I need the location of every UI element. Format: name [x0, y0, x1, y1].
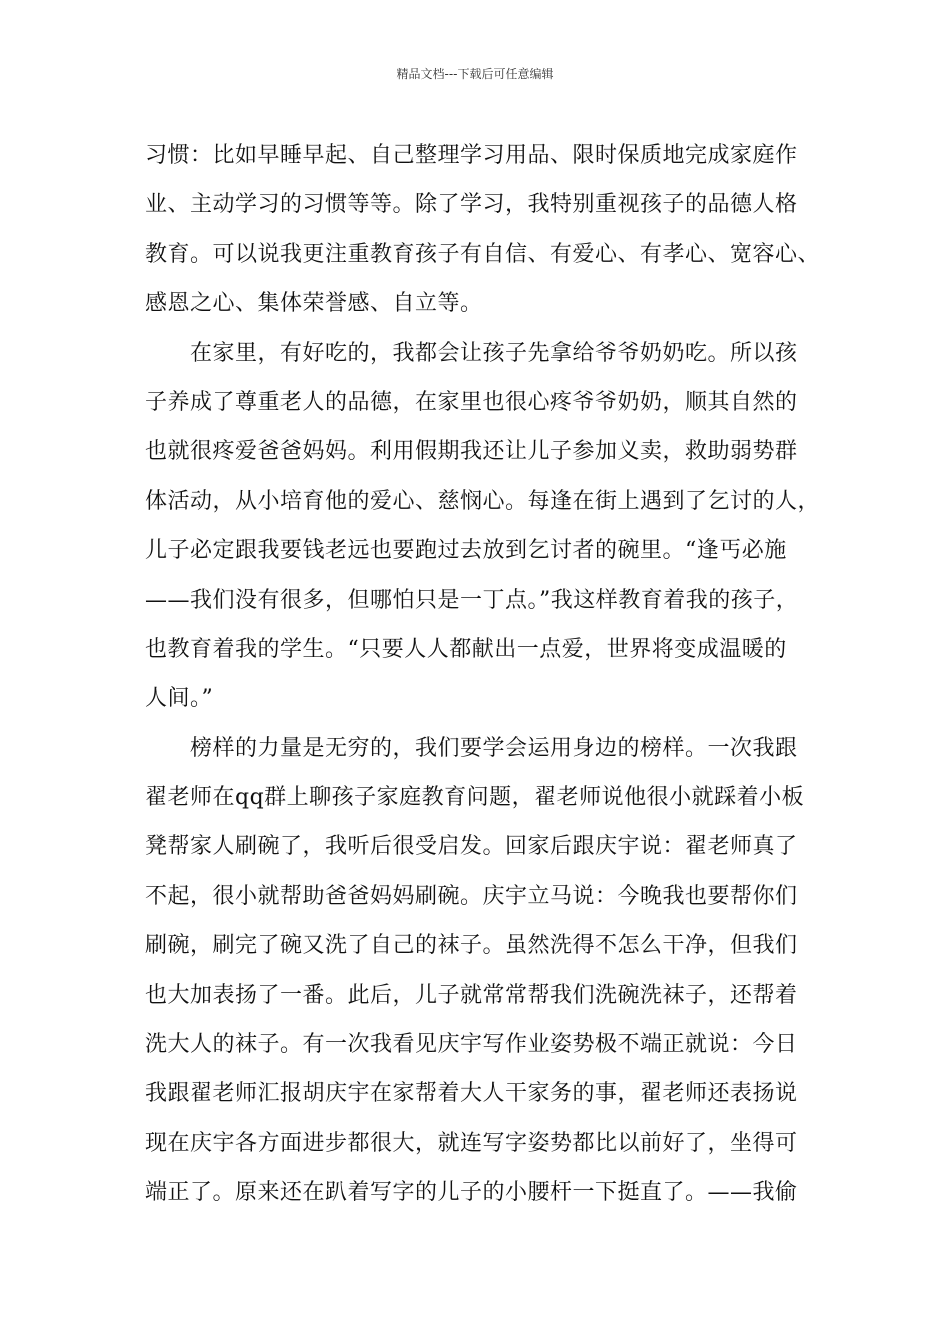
text-line: 也教育着我的学生。“只要人人都献出一点爱，世界将变成温暖的 — [145, 636, 787, 662]
text-line: 洗大人的袜子。有一次我看见庆宇写作业姿势极不端正就说：今日 — [145, 1032, 798, 1058]
paragraph-2 — [145, 329, 835, 724]
text-line: 也大加表扬了一番。此后，儿子就常常帮我们洗碗洗袜子，还帮着 — [145, 982, 798, 1008]
page-header: 精品文档---下载后可任意编辑 — [396, 67, 554, 81]
paragraph-1 — [145, 131, 835, 329]
text-line: 不起，很小就帮助爸爸妈妈刷碗。庆宇立马说：今晚我也要帮你们 — [145, 883, 798, 909]
text-line: 凳帮家人刷碗了，我听后很受启发。回家后跟庆宇说：翟老师真了 — [145, 834, 798, 860]
text-line: 现在庆宇各方面进步都很大，就连写字姿势都比以前好了，坐得可 — [145, 1130, 798, 1156]
text-line: 教育。可以说我更注重教育孩子有自信、有爱心、有孝心、宽容心、 — [145, 241, 821, 267]
text-line: 刷碗，刷完了碗又洗了自己的袜子。虽然洗得不怎么干净，但我们 — [145, 933, 798, 959]
text-line: 子养成了尊重老人的品德，在家里也很心疼爷爷奶奶，顺其自然的 — [145, 389, 798, 415]
text-line: 榜样的力量是无穷的，我们要学会运用身边的榜样。一次我跟 — [145, 735, 798, 761]
text-line: 也就很疼爱爸爸妈妈。利用假期我还让儿子参加义卖，救助弱势群 — [145, 439, 798, 465]
text-line: 儿子必定跟我要钱老远也要跑过去放到乞讨者的碗里。“逢丐必施 — [145, 538, 787, 564]
text-line: 体活动，从小培育他的爱心、慈悯心。每逢在街上遇到了乞讨的人， — [145, 488, 821, 514]
text-line: 端正了。原来还在趴着写字的儿子的小腰杆一下挺直了。——我偷 — [145, 1180, 798, 1206]
text-line: 翟老师在qq群上聊孩子家庭教育问题，翟老师说他很小就踩着小板 — [145, 785, 805, 811]
text-line: 我跟翟老师汇报胡庆宇在家帮着大人干家务的事，翟老师还表扬说 — [145, 1081, 798, 1107]
body-text — [145, 131, 835, 1218]
text-line: 习惯：比如早睡早起、自己整理学习用品、限时保质地完成家庭作 — [145, 143, 798, 168]
text-line: 在家里，有好吃的，我都会让孩子先拿给爷爷奶奶吃。所以孩 — [145, 340, 798, 366]
text-line: 业、主动学习的习惯等等。除了学习，我特别重视孩子的品德人格 — [145, 192, 798, 218]
text-line: 感恩之心、集体荣誉感、自立等。 — [145, 291, 483, 317]
text-line: ——我们没有很多，但哪怕只是一丁点。”我这样教育着我的孩子， — [145, 587, 799, 613]
text-line: 人间。” — [145, 686, 214, 712]
paragraph-3 — [145, 724, 835, 1218]
